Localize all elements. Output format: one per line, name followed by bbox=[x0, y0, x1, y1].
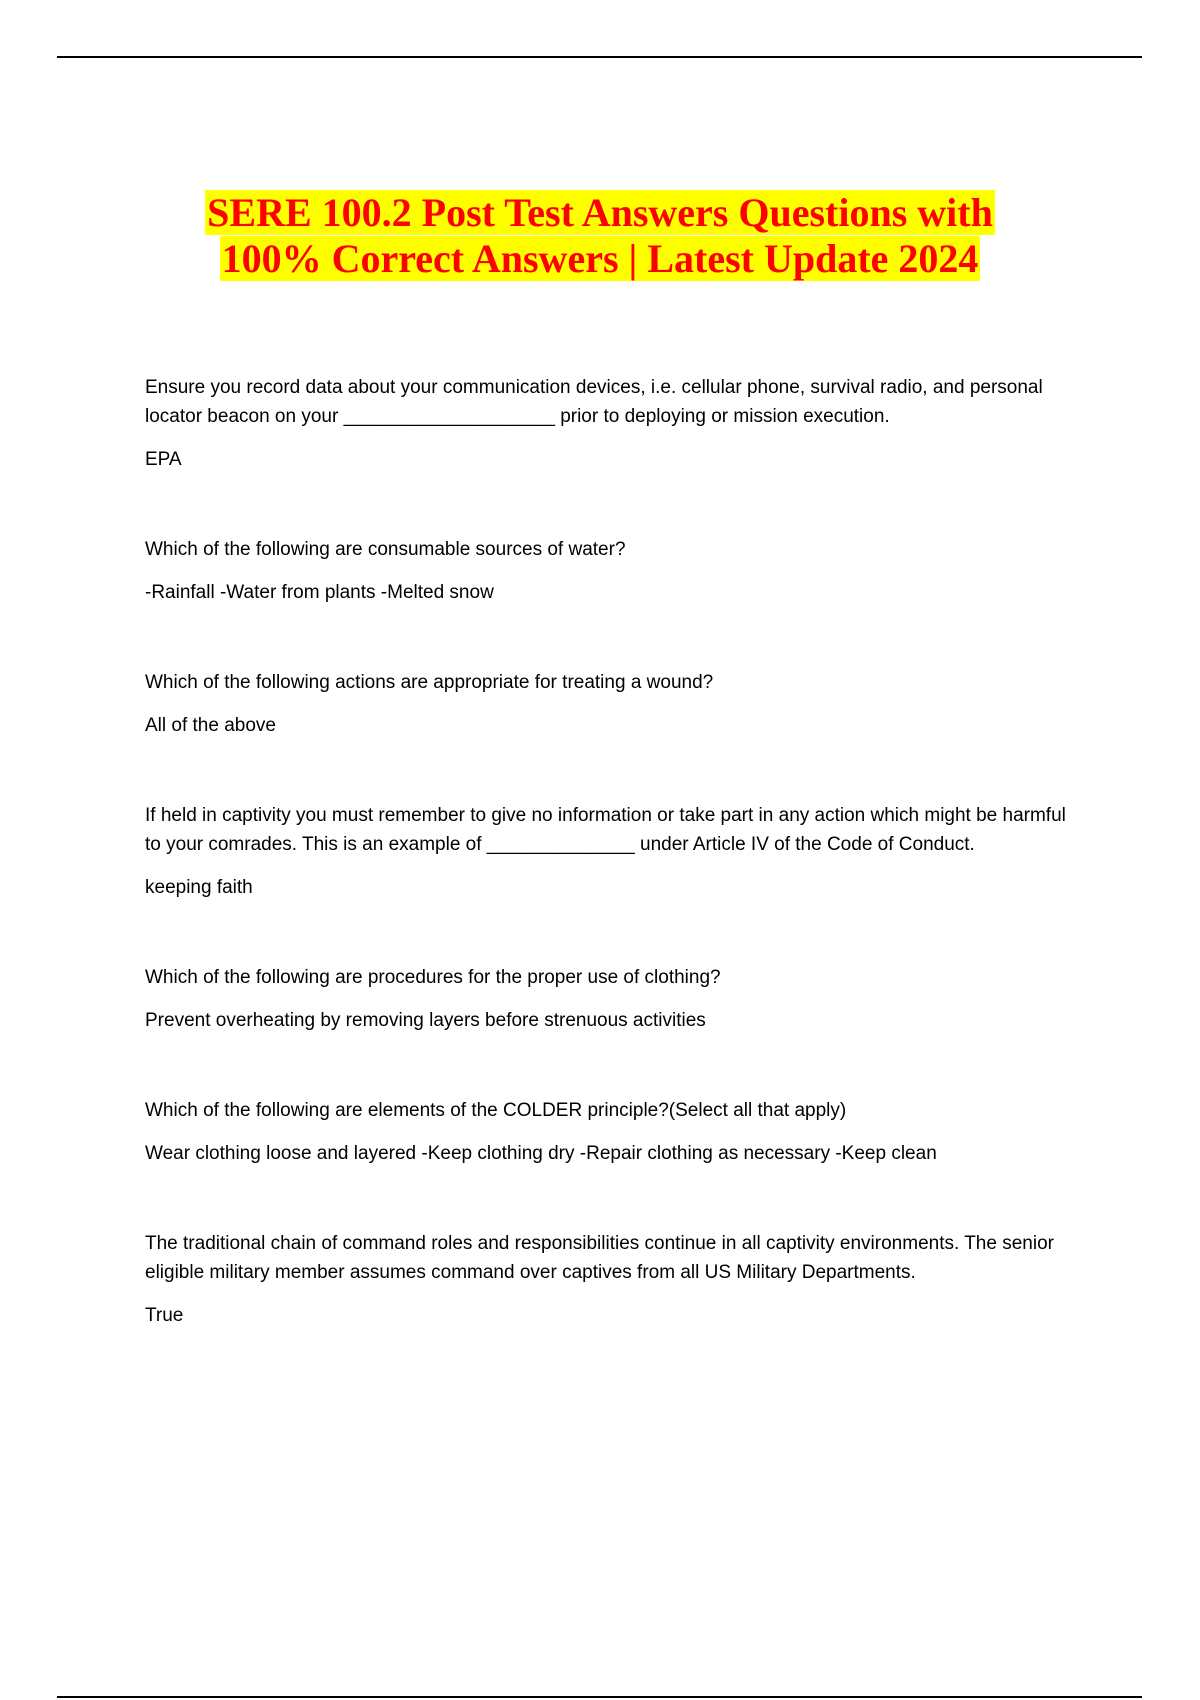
question-text: Which of the following actions are appropriate for treating a wound? bbox=[145, 672, 714, 693]
qa-item bbox=[145, 668, 1085, 740]
qa-list bbox=[145, 373, 1085, 1391]
question-text: Ensure you record data about your communication devices, i.e. cellular phone, survival radio, and personal locator beacon on your ____________________ prior to deploying or mission execution. bbox=[145, 377, 1043, 427]
question-text: Which of the following are procedures for the proper use of clothing? bbox=[145, 967, 721, 988]
bottom-divider bbox=[57, 1696, 1142, 1698]
answer-text: -Rainfall -Water from plants -Melted snow bbox=[145, 582, 494, 603]
qa-item bbox=[145, 1229, 1085, 1330]
question-text: Which of the following are consumable sources of water? bbox=[145, 539, 626, 560]
answer-text: Prevent overheating by removing layers before strenuous activities bbox=[145, 1010, 706, 1031]
answer-text: keeping faith bbox=[145, 877, 253, 898]
document-title bbox=[0, 190, 1200, 282]
qa-item bbox=[145, 801, 1085, 902]
title-line-2: 100% Correct Answers | Latest Update 2024 bbox=[221, 236, 979, 281]
qa-item bbox=[145, 373, 1085, 474]
answer-text: EPA bbox=[145, 449, 182, 470]
question-text: If held in captivity you must remember to give no information or take part in any action which might be harmful to your comrades. This is an example of ______________ under Article IV of the Code of Conduct. bbox=[145, 805, 1066, 855]
answer-text: Wear clothing loose and layered -Keep clothing dry -Repair clothing as necessary -Keep clean bbox=[145, 1143, 937, 1164]
question-text: Which of the following are elements of the COLDER principle?(Select all that apply) bbox=[145, 1100, 847, 1121]
qa-item bbox=[145, 1096, 1085, 1168]
question-text: The traditional chain of command roles and responsibilities continue in all captivity environments. The senior eligible military member assumes command over captives from all US Military Departments. bbox=[145, 1233, 1054, 1283]
qa-item bbox=[145, 963, 1085, 1035]
title-line-1: SERE 100.2 Post Test Answers Questions with bbox=[207, 190, 993, 235]
answer-text: All of the above bbox=[145, 715, 276, 736]
qa-item bbox=[145, 535, 1085, 607]
top-divider bbox=[57, 56, 1142, 58]
answer-text: True bbox=[145, 1305, 184, 1326]
